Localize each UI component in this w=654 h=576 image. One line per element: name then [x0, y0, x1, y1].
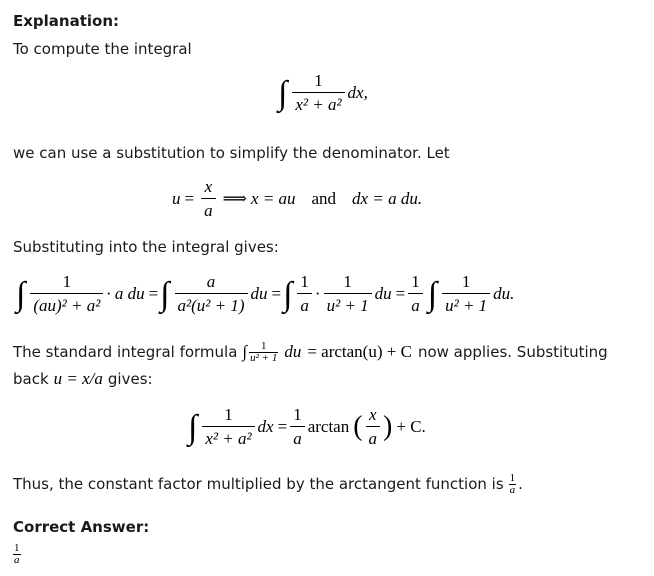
fraction	[292, 72, 344, 114]
inline-integral-sign: ∫	[242, 342, 248, 361]
fraction	[442, 273, 490, 315]
differential: du.	[493, 284, 515, 303]
integral-sign: ∫	[283, 276, 293, 313]
expr-dot-a-du: · a du	[106, 284, 145, 303]
numerator: x	[204, 177, 213, 196]
result-display	[186, 406, 426, 448]
equals-sign: =	[184, 189, 195, 208]
conclusion-text: Thus, the constant factor multiplied by the arctangent function is	[13, 475, 504, 493]
standard-formula-prefix: The standard integral formula	[13, 343, 238, 361]
fraction	[297, 273, 312, 315]
equals-sign: =	[395, 284, 406, 303]
numerator: 1	[461, 272, 471, 291]
denominator: a	[366, 426, 381, 448]
numerator: 1	[411, 272, 420, 291]
arctan-expression: = arctan(u) + C	[307, 342, 412, 361]
differential: du	[250, 284, 268, 303]
integral-sign: ∫	[160, 276, 170, 313]
integral-sign: ∫	[188, 409, 198, 446]
back-prefix: back	[13, 370, 49, 388]
differential: dx,	[347, 83, 368, 102]
numerator: 1	[293, 405, 302, 424]
back-substitution-line	[13, 369, 153, 389]
differential: du	[374, 284, 392, 303]
differential: dx	[257, 417, 274, 436]
right-paren: )	[383, 411, 393, 442]
inline-fraction	[249, 341, 278, 364]
expr-dx-eq-adu: dx = a du.	[352, 189, 423, 208]
denominator: a	[290, 426, 305, 448]
standard-formula-suffix: now applies. Substituting	[417, 343, 608, 361]
denominator: a	[201, 198, 216, 220]
differential: du	[284, 342, 302, 361]
numerator: 1	[14, 542, 20, 554]
denominator: a	[297, 293, 312, 315]
dot-operator: ·	[314, 284, 321, 303]
denominator: a²(u² + 1)	[175, 293, 248, 315]
var-u: u	[172, 189, 181, 208]
substitution-display	[172, 178, 422, 220]
conclusion-line	[13, 472, 523, 496]
integral-sign: ∫	[278, 75, 288, 112]
denominator: x² + a²	[292, 92, 344, 114]
left-paren: (	[353, 411, 363, 442]
numerator: 1	[314, 71, 323, 90]
period: .	[518, 475, 523, 493]
equals-sign: =	[277, 417, 288, 436]
denominator: a	[408, 293, 423, 315]
implies-arrow: ⟹	[222, 189, 247, 208]
integral-sign: ∫	[16, 276, 26, 313]
numerator: 1	[300, 272, 309, 291]
denominator: (au)² + a²	[30, 293, 103, 315]
fraction	[408, 273, 423, 315]
fraction	[202, 406, 254, 448]
expr-x-eq-au: x = au	[250, 189, 296, 208]
inline-fraction	[509, 473, 517, 496]
fraction	[366, 406, 381, 448]
intro-text: To compute the integral	[13, 40, 192, 58]
correct-answer-heading: Correct Answer:	[13, 518, 150, 536]
integral-display-1	[276, 72, 368, 114]
equals-sign: =	[271, 284, 282, 303]
denominator: x² + a²	[202, 426, 254, 448]
denominator: a	[14, 554, 20, 566]
numerator: 1	[62, 272, 72, 291]
denominator: u² + 1	[442, 293, 490, 315]
back-suffix: gives:	[107, 370, 153, 388]
denominator: a	[509, 483, 516, 496]
and-word: and	[311, 189, 337, 208]
plus-c: + C.	[396, 417, 426, 436]
answer-fraction	[13, 543, 21, 566]
correct-answer-value	[13, 543, 21, 566]
fraction	[30, 273, 103, 315]
substituting-text: Substituting into the integral gives:	[13, 238, 279, 256]
substitution-intro-text: we can use a substitution to simplify the denominator. Let	[13, 144, 450, 162]
standard-formula-line	[13, 340, 608, 364]
numerator: 1	[343, 272, 352, 291]
numerator: 1	[260, 339, 267, 352]
denominator: u² + 1	[324, 293, 372, 315]
numerator: x	[369, 405, 377, 424]
arctan-function: arctan	[307, 417, 350, 436]
numerator: 1	[224, 405, 233, 424]
numerator: 1	[509, 471, 516, 484]
fraction	[324, 273, 372, 315]
u-eq-x-over-a: u = x/a	[53, 369, 103, 388]
equals-sign: =	[148, 284, 159, 303]
explanation-heading: Explanation:	[13, 12, 120, 30]
fraction	[175, 273, 248, 315]
integral-sign: ∫	[427, 276, 438, 313]
integral-chain-display	[14, 273, 514, 315]
numerator: a	[206, 272, 216, 291]
fraction	[201, 178, 216, 220]
fraction	[290, 406, 305, 448]
denominator: u² + 1	[250, 351, 278, 364]
